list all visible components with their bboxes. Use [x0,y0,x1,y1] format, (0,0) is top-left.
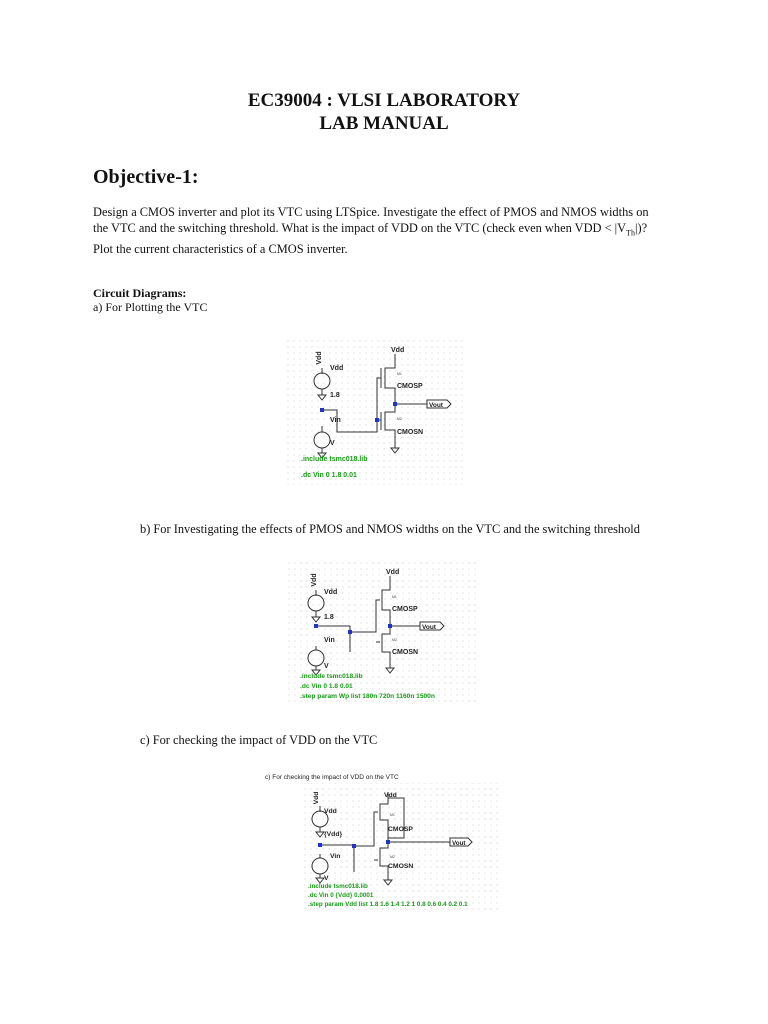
vdd-top-label: Vdd [384,792,397,799]
figure-c-embedded-caption: c) For checking the impact of VDD on the VTC [265,774,399,781]
objective-heading: Objective-1: [93,166,199,188]
doc-title-line2: LAB MANUAL [319,113,449,134]
caption-c: c) For checking the impact of VDD on the VTC [140,733,378,747]
nmos-model: CMOSN [397,429,424,436]
pmos-model: CMOSP [392,606,418,613]
vin-value: V [330,440,335,447]
vout-label: Vout [429,402,443,409]
circuit-diagrams-heading: Circuit Diagrams: [93,286,187,300]
vdd-rotated-label: Vdd [316,351,323,365]
schematic-figure-a [287,340,467,485]
spice-directive-include: .include tsmc018.lib [300,673,363,680]
spice-directive-dc: .dc Vin 0 1.8 0.01 [300,683,353,690]
objective-line2 [93,220,685,241]
nmos-model: CMOSN [392,649,419,656]
m2-label: M2 [390,855,395,859]
vdd-value: 1.8 [330,392,340,399]
spice-directive-dc: .dc Vin 0 1.8 0.01 [301,472,357,479]
m1-label: M1 [390,813,395,817]
vdd-source-label: Vdd [324,808,337,815]
pmos-model: CMOSP [388,826,413,833]
m2-label: M2 [392,638,397,642]
pmos-model: CMOSP [397,383,423,390]
m1-label: M1 [397,372,402,376]
spice-directive-include: .include tsmc018.lib [301,456,368,463]
objective-line2-text: the VTC and the switching threshold. What is the impact of VDD on the VTC (check even when VDD < |V [93,221,627,235]
m2-label: M2 [397,417,402,421]
spice-directive-step: .step param Wp list 180n 720n 1160n 1500n [300,693,435,700]
vin-value: V [324,663,329,670]
vin-label: Vin [330,417,341,424]
objective-line1: Design a CMOS inverter and plot its VTC using LTSpice. Investigate the effect of PMOS and NMOS widths on [93,205,649,219]
schematic-figure-b [288,562,478,704]
caption-b: b) For Investigating the effects of PMOS and NMOS widths on the VTC and the switching threshold [140,522,640,536]
vout-label: Vout [422,624,436,631]
objective-line3: Plot the current characteristics of a CMOS inverter. [93,242,348,257]
vin-label: Vin [324,637,335,644]
vout-label: Vout [452,840,466,847]
doc-title-line1: EC39004 : VLSI LABORATORY [247,90,521,111]
vdd-top-label: Vdd [391,347,405,354]
spice-directive-dc: .dc Vin 0 {Vdd} 0.0001 [308,892,374,899]
vdd-source-label: Vdd [324,589,338,596]
vdd-rotated-label: Vdd [311,573,318,587]
vth-subscript: Th [626,228,635,238]
vdd-rotated-label: Vdd [313,791,320,805]
caption-a: a) For Plotting the VTC [93,300,208,314]
spice-directive-include: .include tsmc018.lib [308,883,368,890]
spice-directive-step: .step param Vdd list 1.8 1.6 1.4 1.2 1 0.8 0.6 0.4 0.2 0.1 [308,901,468,908]
nmos-model: CMOSN [388,863,414,870]
vdd-value: {Vdd} [324,831,343,838]
vin-value: V [324,875,329,882]
schematic-figure-c [262,770,498,912]
objective-line2-end: |)? [635,221,648,235]
vdd-source-label: Vdd [330,365,344,372]
m1-label: M1 [392,595,397,599]
vdd-top-label: Vdd [386,569,400,576]
vdd-value: 1.8 [324,614,334,621]
vin-label: Vin [330,853,341,860]
objective-paragraph [93,204,685,257]
